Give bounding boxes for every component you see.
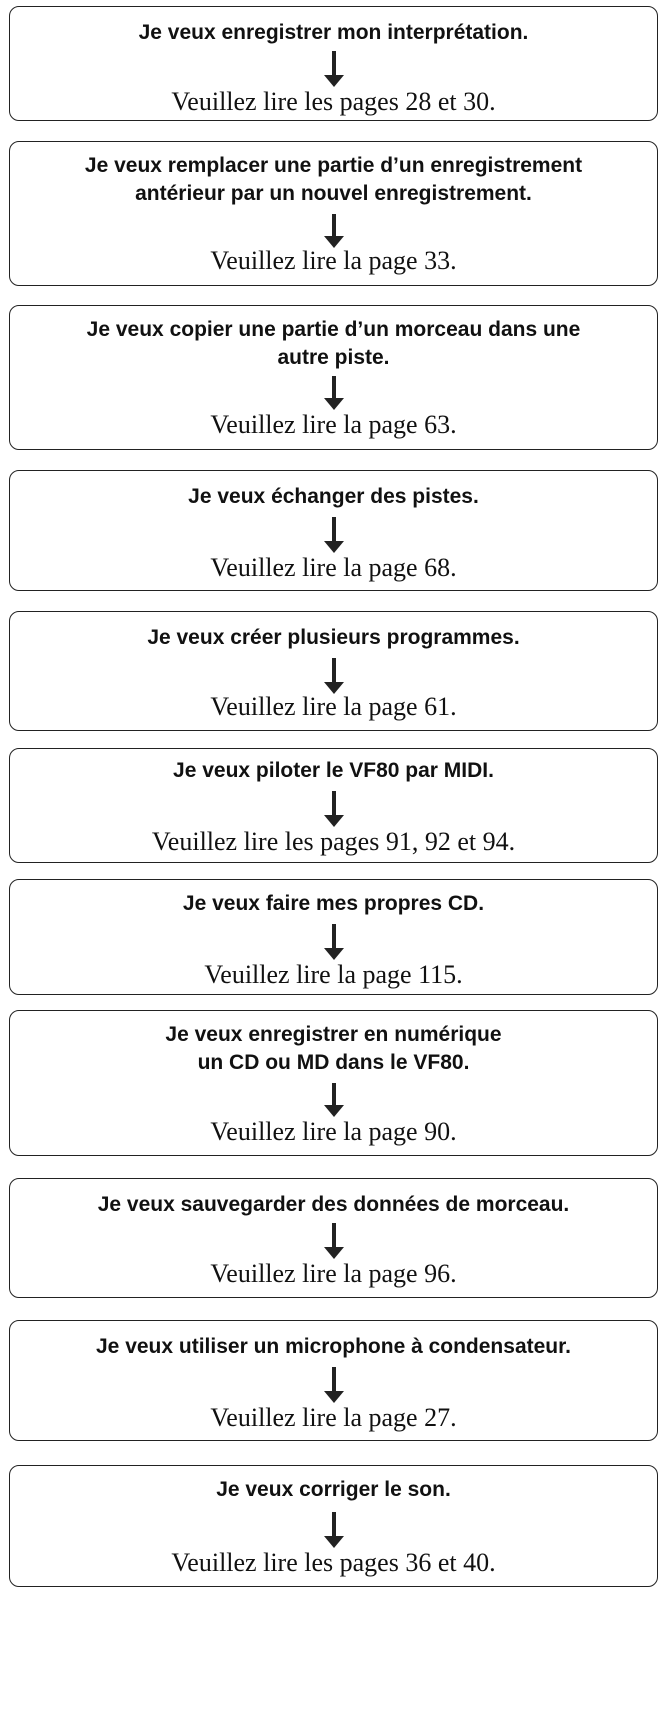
topic-box bbox=[9, 1465, 658, 1587]
topic-title-line: Je veux enregistrer mon interprétation. bbox=[138, 21, 529, 44]
page-reference: Veuillez lire la page 61. bbox=[210, 692, 457, 721]
down-arrow-icon bbox=[324, 1512, 344, 1548]
page-reference: Veuillez lire la page 96. bbox=[210, 1259, 457, 1288]
topic-box bbox=[9, 141, 658, 286]
down-arrow-icon bbox=[324, 376, 344, 410]
page-reference: Veuillez lire la page 115. bbox=[204, 960, 463, 989]
topic-title-line: un CD ou MD dans le VF80. bbox=[197, 1051, 470, 1074]
topic-title-line: Je veux enregistrer en numérique bbox=[165, 1023, 502, 1046]
topic-box bbox=[9, 1178, 658, 1298]
topic-title bbox=[10, 757, 657, 785]
page-reference: Veuillez lire la page 63. bbox=[210, 410, 457, 439]
topic-title-line: Je veux piloter le VF80 par MIDI. bbox=[173, 759, 494, 782]
down-arrow-icon bbox=[324, 1367, 344, 1403]
topic-title-line: Je veux remplacer une partie d’un enregistrement bbox=[84, 154, 583, 177]
topic-title-line: Je veux sauvegarder des données de morceau. bbox=[97, 1193, 570, 1216]
down-arrow-icon bbox=[324, 1223, 344, 1259]
page-reference: Veuillez lire la page 27. bbox=[210, 1403, 457, 1432]
topic-title-line: Je veux faire mes propres CD. bbox=[182, 892, 485, 915]
page-reference: Veuillez lire les pages 91, 92 et 94. bbox=[151, 827, 516, 856]
topic-title bbox=[10, 1333, 657, 1361]
topic-box bbox=[9, 470, 658, 591]
topic-title bbox=[10, 19, 657, 47]
topic-title bbox=[10, 1476, 657, 1504]
topic-box bbox=[9, 6, 658, 121]
down-arrow-icon bbox=[324, 658, 344, 694]
topic-title-line: Je veux corriger le son. bbox=[216, 1478, 451, 1501]
topic-title bbox=[10, 1191, 657, 1219]
down-arrow-icon bbox=[324, 517, 344, 553]
topic-box bbox=[9, 879, 658, 995]
topic-title bbox=[10, 890, 657, 918]
page-reference: Veuillez lire la page 68. bbox=[210, 553, 457, 582]
page-reference: Veuillez lire la page 33. bbox=[210, 246, 457, 275]
topic-title bbox=[10, 152, 657, 208]
page-reference: Veuillez lire les pages 36 et 40. bbox=[171, 1548, 496, 1577]
down-arrow-icon bbox=[324, 791, 344, 827]
topic-title-line: antérieur par un nouvel enregistrement. bbox=[135, 182, 532, 205]
down-arrow-icon bbox=[324, 924, 344, 960]
down-arrow-icon bbox=[324, 51, 344, 87]
topic-box bbox=[9, 748, 658, 863]
topic-box bbox=[9, 1320, 658, 1441]
page-reference: Veuillez lire les pages 28 et 30. bbox=[171, 87, 496, 116]
topic-box bbox=[9, 305, 658, 450]
topic-title-line: Je veux copier une partie d’un morceau dans une bbox=[86, 318, 581, 341]
topic-title-line: autre piste. bbox=[277, 346, 390, 369]
topic-title bbox=[10, 1021, 657, 1077]
topic-title bbox=[10, 624, 657, 652]
topic-box bbox=[9, 611, 658, 731]
topic-box bbox=[9, 1010, 658, 1156]
topic-title-line: Je veux échanger des pistes. bbox=[188, 485, 479, 508]
topic-title-line: Je veux utiliser un microphone à condensateur. bbox=[96, 1335, 571, 1358]
topic-title-line: Je veux créer plusieurs programmes. bbox=[147, 626, 520, 649]
page-reference: Veuillez lire la page 90. bbox=[210, 1117, 457, 1146]
topic-title bbox=[10, 316, 657, 372]
down-arrow-icon bbox=[324, 214, 344, 248]
down-arrow-icon bbox=[324, 1083, 344, 1117]
topic-title bbox=[10, 483, 657, 511]
